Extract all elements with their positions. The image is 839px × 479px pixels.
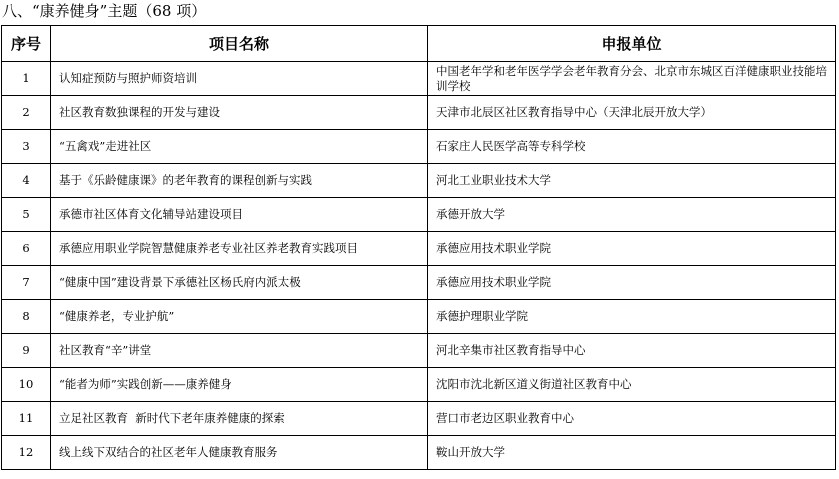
row-number: 9 [2,334,51,368]
project-name: “健康养老，专业护航” [51,300,428,334]
row-number: 1 [2,62,51,96]
row-number: 3 [2,130,51,164]
header-unit: 申报单位 [428,26,836,62]
table-header-row [2,26,836,62]
row-number: 6 [2,232,51,266]
project-name: 基于《乐龄健康课》的老年教育的课程创新与实践 [51,164,428,198]
table-row [2,164,836,198]
row-number: 12 [2,436,51,470]
applicant-unit: 河北辛集市社区教育指导中心 [428,334,836,368]
header-name: 项目名称 [51,26,428,62]
table-row [2,300,836,334]
applicant-unit: 承德应用技术职业学院 [428,232,836,266]
applicant-unit: 中国老年学和老年医学学会老年教育分会、北京市东城区百洋健康职业技能培训学校 [428,62,836,96]
applicant-unit: 鞍山开放大学 [428,436,836,470]
table-row [2,130,836,164]
table-row [2,266,836,300]
row-number: 11 [2,402,51,436]
table-row [2,96,836,130]
row-number: 7 [2,266,51,300]
table-row [2,334,836,368]
project-name: 社区教育“辛”讲堂 [51,334,428,368]
row-number: 4 [2,164,51,198]
project-name: 认知症预防与照护师资培训 [51,62,428,96]
applicant-unit: 营口市老边区职业教育中心 [428,402,836,436]
project-name: “健康中国”建设背景下承德社区杨氏府内派太极 [51,266,428,300]
row-number: 5 [2,198,51,232]
applicant-unit: 承德开放大学 [428,198,836,232]
table-row [2,436,836,470]
projects-table [1,25,836,470]
applicant-unit: 石家庄人民医学高等专科学校 [428,130,836,164]
project-name: 承德应用职业学院智慧健康养老专业社区养老教育实践项目 [51,232,428,266]
applicant-unit: 承德应用技术职业学院 [428,266,836,300]
project-name: “五禽戏”走进社区 [51,130,428,164]
table-row [2,232,836,266]
project-name: 社区教育数独课程的开发与建设 [51,96,428,130]
applicant-unit: 沈阳市沈北新区道义街道社区教育中心 [428,368,836,402]
section-title: 八、“康养健身”主题（68 项） [2,2,207,20]
table-row [2,62,836,96]
table-row [2,368,836,402]
applicant-unit: 承德护理职业学院 [428,300,836,334]
table-row [2,402,836,436]
project-name: 承德市社区体育文化辅导站建设项目 [51,198,428,232]
row-number: 10 [2,368,51,402]
applicant-unit: 天津市北辰区社区教育指导中心（天津北辰开放大学） [428,96,836,130]
header-no: 序号 [2,26,51,62]
project-name: 立足社区教育 新时代下老年康养健康的探索 [51,402,428,436]
row-number: 2 [2,96,51,130]
project-name: “能者为师”实践创新——康养健身 [51,368,428,402]
applicant-unit: 河北工业职业技术大学 [428,164,836,198]
project-name: 线上线下双结合的社区老年人健康教育服务 [51,436,428,470]
table-row [2,198,836,232]
row-number: 8 [2,300,51,334]
